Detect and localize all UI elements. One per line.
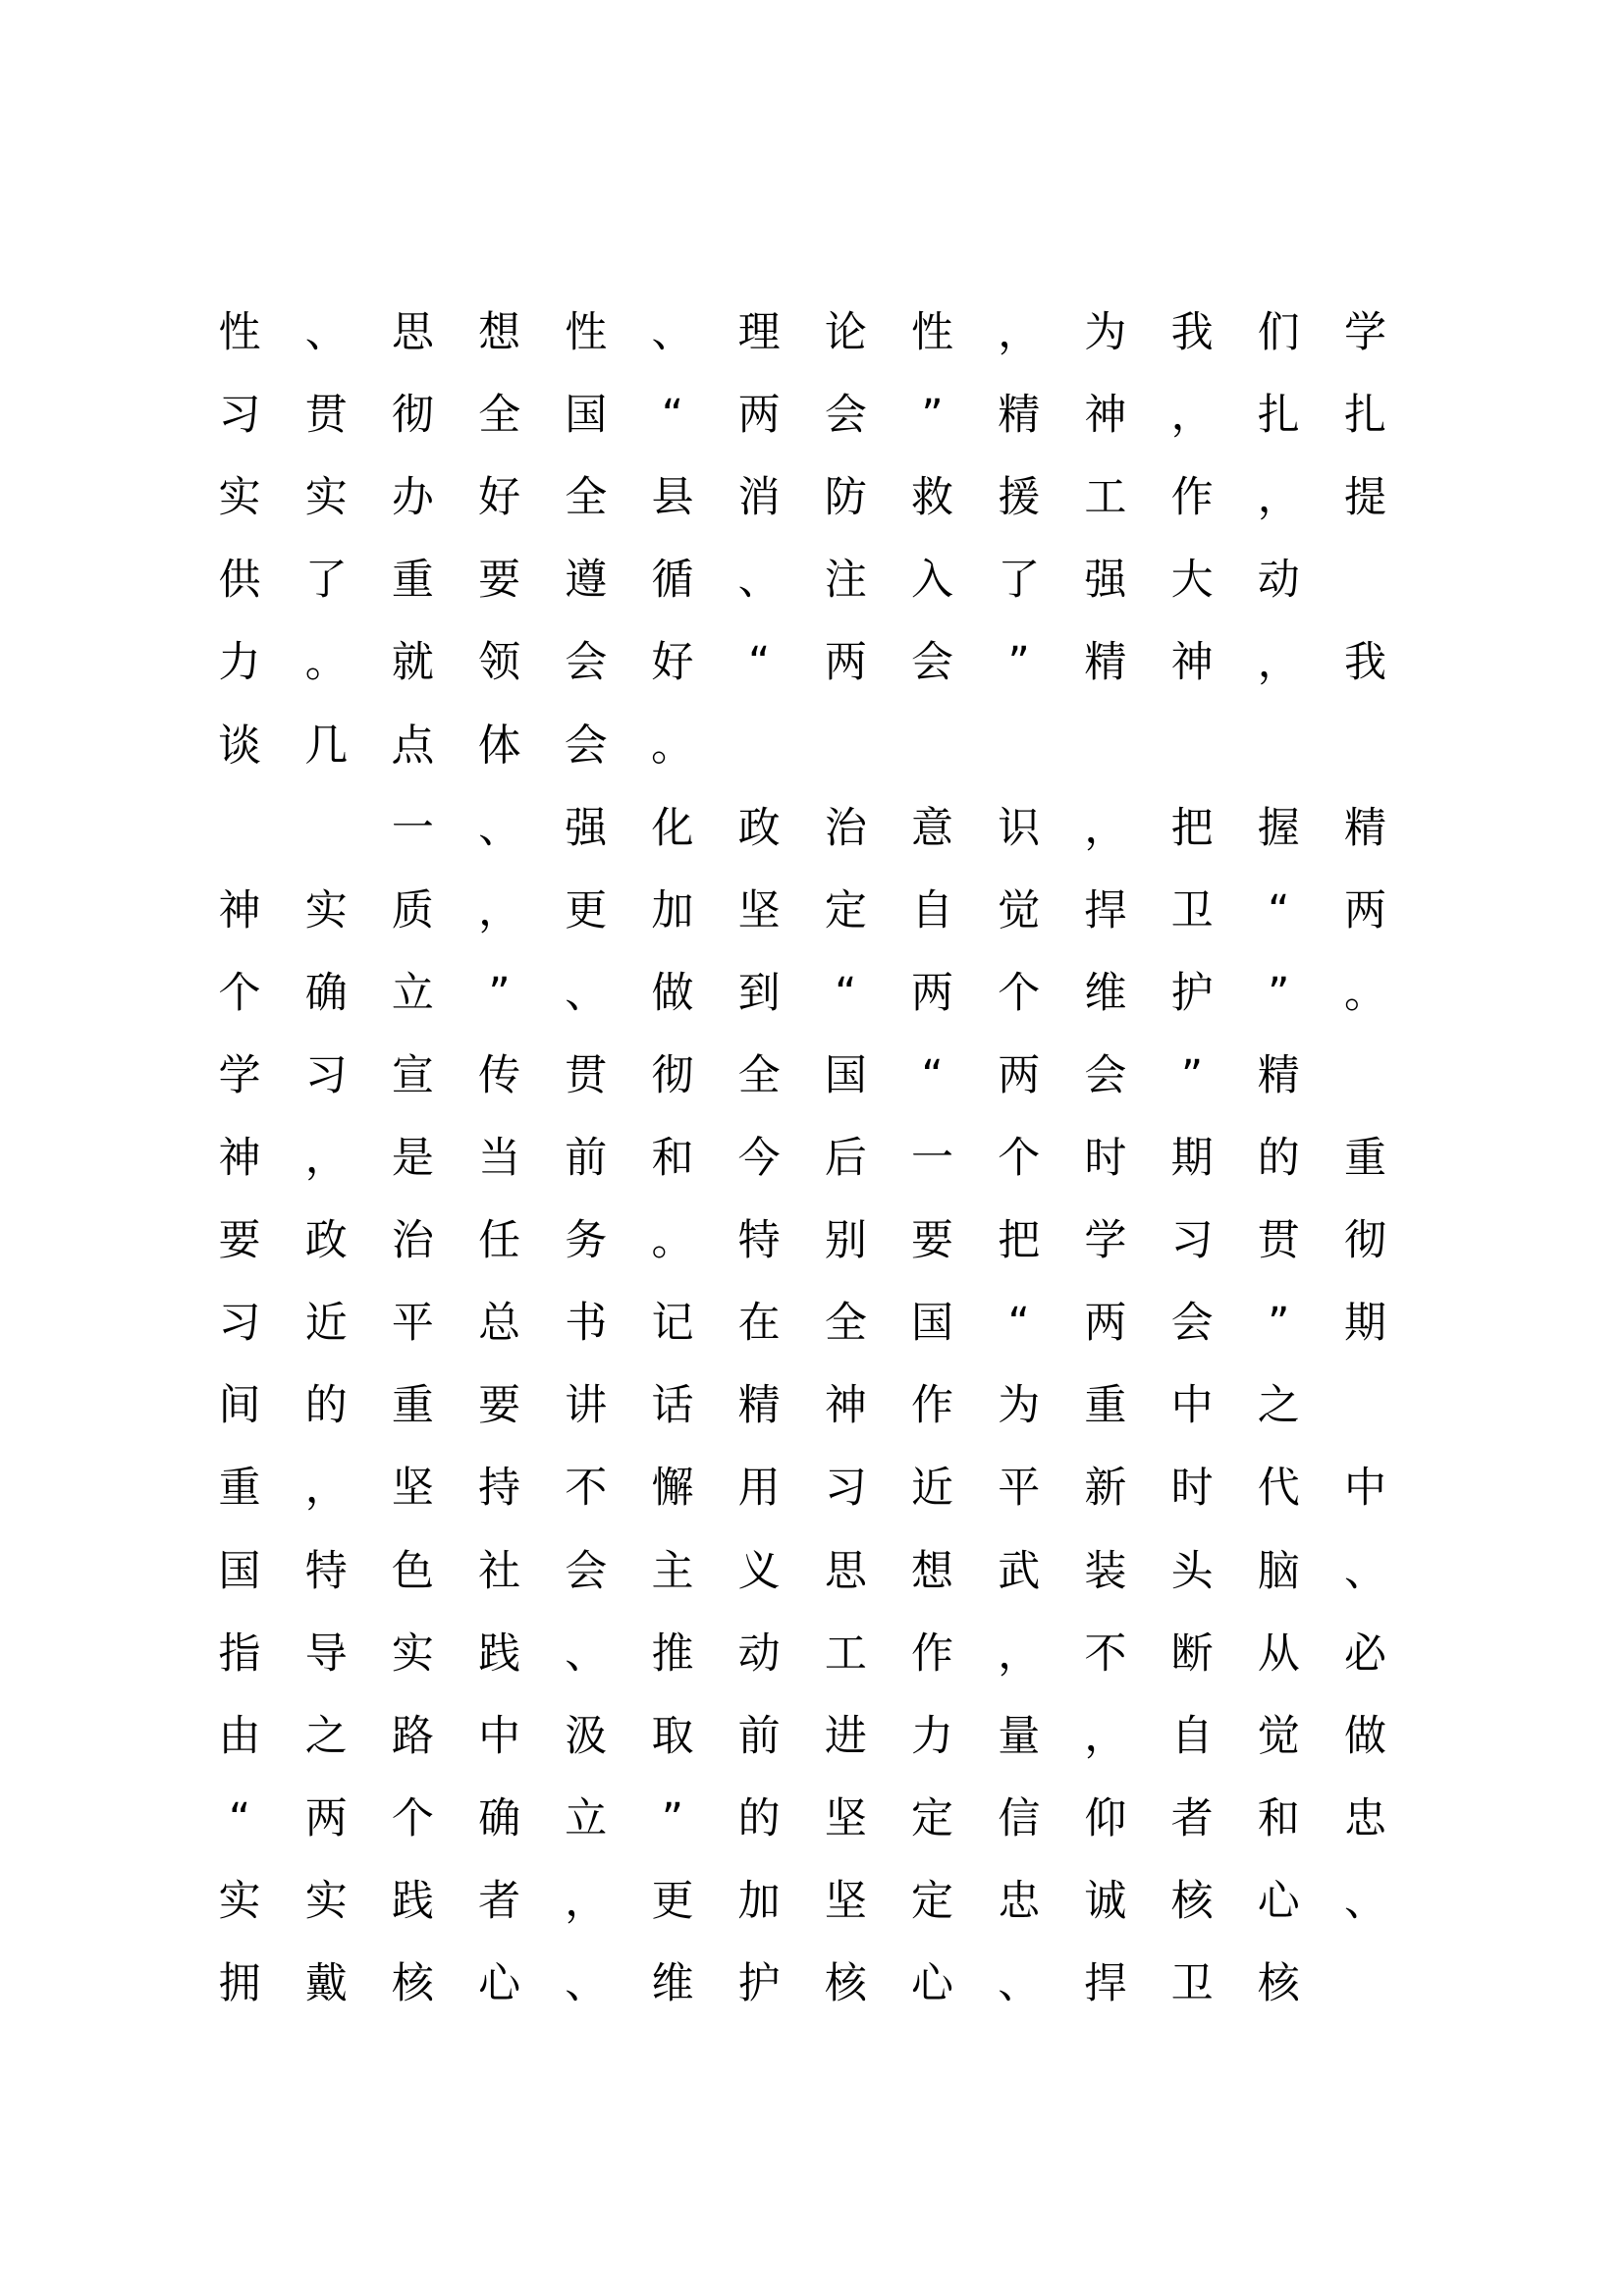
text-line: 学 习 宣 传 贯 彻 全 国 “ 两 会 ” 精: [218, 1050, 1300, 1100]
text-line: 神 实 质 ， 更 加 坚 定 自 觉 捍 卫 “ 两: [218, 885, 1386, 935]
text-line-short: 谈几点体会。: [218, 720, 738, 771]
text-line: 个 确 立 ” 、 做 到 “ 两 个 维 护 ” 。: [218, 968, 1386, 1018]
text-line: 习 近 平 总 书 记 在 全 国 “ 两 会 ” 期: [218, 1299, 1386, 1349]
text-line: “ 两 个 确 立 ” 的 坚 定 信 仰 者 和 忠: [228, 1793, 1386, 1843]
text-line: 要 政 治 任 务 。 特 别 要 把 学 习 贯 彻: [218, 1216, 1386, 1266]
text-line: 实 实 践 者 ， 更 加 坚 定 忠 诚 核 心 、: [218, 1876, 1386, 1926]
text-line: 实 实 办 好 全 县 消 防 救 援 工 作 ， 提: [218, 473, 1386, 523]
text-line: 重 ， 坚 持 不 懈 用 习 近 平 新 时 代 中: [218, 1464, 1386, 1514]
text-line: 由 之 路 中 汲 取 前 进 力 量 ， 自 觉 做: [218, 1711, 1386, 1761]
text-line: 习 贯 彻 全 国 “ 两 会 ” 精 神 ， 扎 扎: [218, 391, 1386, 441]
text-line: 一 、 强 化 政 治 意 识 ， 把 握 精: [391, 803, 1386, 853]
text-line: 国 特 色 社 会 主 义 思 想 武 装 头 脑 、: [218, 1546, 1386, 1596]
text-line: 力 。 就 领 会 好 “ 两 会 ” 精 神 ， 我: [218, 638, 1386, 688]
text-line: 拥 戴 核 心 、 维 护 核 心 、 捍 卫 核: [218, 1959, 1300, 2008]
text-line: 神 ， 是 当 前 和 今 后 一 个 时 期 的 重: [218, 1134, 1386, 1183]
text-line: 间 的 重 要 讲 话 精 神 作 为 重 中 之: [218, 1381, 1300, 1431]
text-line: 供 了 重 要 遵 循 、 注 入 了 强 大 动: [218, 556, 1300, 606]
text-line: 指 导 实 践 、 推 动 工 作 ， 不 断 从 必: [218, 1629, 1386, 1679]
text-line: 性 、 思 想 性 、 理 论 性 ， 为 我 们 学: [218, 308, 1386, 357]
